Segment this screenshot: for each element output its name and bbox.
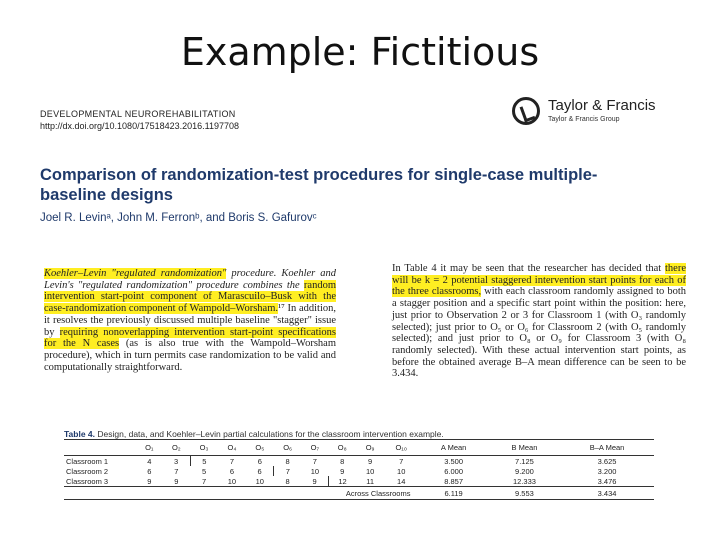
table-cell: 9.200 [515,466,534,476]
table-header-cell: O₉ [356,440,384,456]
table-header-cell: B Mean [489,440,560,456]
table-cell: 8 [340,456,345,466]
data-table [64,439,654,500]
text-segment: with each classroom randomly assigned to both a stagger position and a specific start point within the position: here, just prior to Observation 2 or 3 for Classroom 1 (with O₃ randomly selected); just prior to O₅ or O₆ for Classroom 2 (with O₅ randomly selected); and just prior to O₈ or O₉ for Classroom 3 (with O₈ randomly selected). With these actual intervention start points, as before the obtained average B–A mean difference can be seen to be 3.434. [392,286,686,380]
table-cell: 6 [229,466,235,476]
table-cell: 9 [368,456,373,466]
table-header-cell: O₇ [302,440,329,456]
table-cell: 8 [285,456,290,466]
highlight-start-points: there will be k = 2 potential staggered intervention start points for each of the three classrooms, [392,263,686,298]
table-row [64,476,654,487]
table-header-cell: O₁ [136,440,163,456]
table-header-row [64,440,654,456]
text-segment: ¹⁷ In addition, it resolves the previously discussed multiple baseline "stagger" issue by [44,303,337,338]
right-column-text [392,263,686,380]
text-segment: (as is also true with the Wampold–Worsham procedure), which in turn permits case randomization to be valid and computationally straightforward. [44,338,336,373]
table-cell: 9 [312,476,317,486]
journal-name: DEVELOPMENTAL NEUROREHABILITATION [40,109,236,119]
table-cell: 7 [399,456,404,466]
slide-title: Example: Fictitious [180,30,540,74]
table-cell: 12.333 [512,476,536,486]
table-caption-label: Table 4. [64,429,96,439]
table-cell: 6 [147,466,152,476]
table-row [64,456,654,467]
journal-header [40,108,239,132]
table-cell: 7.125 [515,456,534,466]
table-cell: 4 [147,456,152,466]
table-cell: Classroom 1 [66,456,109,466]
table-cell: 7 [201,476,207,486]
table-cell: 12 [328,476,356,487]
table-cell: 3 [173,456,179,466]
table-cell: 10 [310,466,320,476]
table-header-cell: B–A Mean [560,440,654,456]
table-cell: 6 [257,466,262,476]
table-cell: Classroom 3 [66,476,109,486]
table-caption [64,429,444,439]
table-cell: 5 [201,466,207,476]
table-cell: Classroom 2 [66,466,109,476]
table-cell: 9 [340,466,345,476]
table-cell: 9 [174,476,179,486]
table-header-cell: O₁₀ [384,440,419,456]
publisher-brand: Taylor & Francis [548,97,656,114]
publisher-group: Taylor & Francis Group [548,116,620,123]
highlight-procedure-name: Koehler–Levin "regulated randomization" [44,268,227,279]
table-cell: 5 [190,456,218,467]
table-cell: 10 [255,476,264,486]
table-cell: 3.500 [444,456,464,466]
table-cell: 10 [397,466,406,476]
table-cell: 7 [274,466,302,476]
article-title: Comparison of randomization-test procedures for single-case multiple-baseline designs [40,166,598,204]
table-header-cell: A Mean [418,440,488,456]
table-cell: 10 [365,466,375,476]
table-cell: 7 [174,466,179,476]
taylor-francis-logo-icon [512,97,540,125]
table-cell: 6.000 [444,466,464,476]
table-cell: 6 [257,456,262,466]
highlight-nonoverlapping: requiring nonoverlapping intervention start-point specifications for the N cases [44,326,337,350]
table-header-cell: O₃ [190,440,218,456]
table-header-cell: O₈ [328,440,356,456]
table-cell: 7 [229,456,235,466]
table-cell: 3.476 [597,476,617,486]
table-cell: 8 [285,476,290,486]
text-segment: In Table 4 it may be seen that the researcher has decided that [392,263,665,274]
table-caption-text: Design, data, and Koehler–Levin partial calculations for the classroom intervention example. [97,429,444,439]
table-footer-row [64,487,654,500]
table-cell: 9 [147,476,152,486]
text-segment: procedure. Koehler and Levin's "regulated randomization" procedure combines the [44,268,336,291]
table-cell: 8.857 [444,476,464,486]
article-authors: Joel R. Levinᵃ, John M. Ferronᵇ, and Boris S. Gafurovᶜ [40,212,317,224]
table-footer-b-mean: 9.553 [489,487,560,500]
table-cell: 3.200 [597,466,617,476]
table-cell: 3.625 [597,456,617,466]
left-column-text [44,268,336,373]
table-cell: 10 [227,476,237,486]
table-header-cell: O₆ [274,440,302,456]
journal-doi: http://dx.doi.org/10.1080/17518423.2016.1197708 [40,121,240,131]
table-footer-ba-mean: 3.434 [560,487,654,500]
table-header-cell [64,440,136,456]
table-row [64,466,654,476]
table-cell: 14 [397,476,406,486]
highlight-start-point-component: random intervention start-point component of Marascuilo–Busk with the case-randomization component of Wampold–Worsham. [44,279,336,315]
table-cell: 11 [366,476,374,486]
publisher-logo [512,95,656,131]
table-footer-a-mean: 6.119 [418,487,488,500]
table-header-cell: O₄ [218,440,246,456]
table-header-cell: O₂ [163,440,191,456]
table-footer-label: Across Classrooms [64,487,418,500]
table-header-cell: O₅ [246,440,274,456]
table-cell: 7 [312,456,317,466]
